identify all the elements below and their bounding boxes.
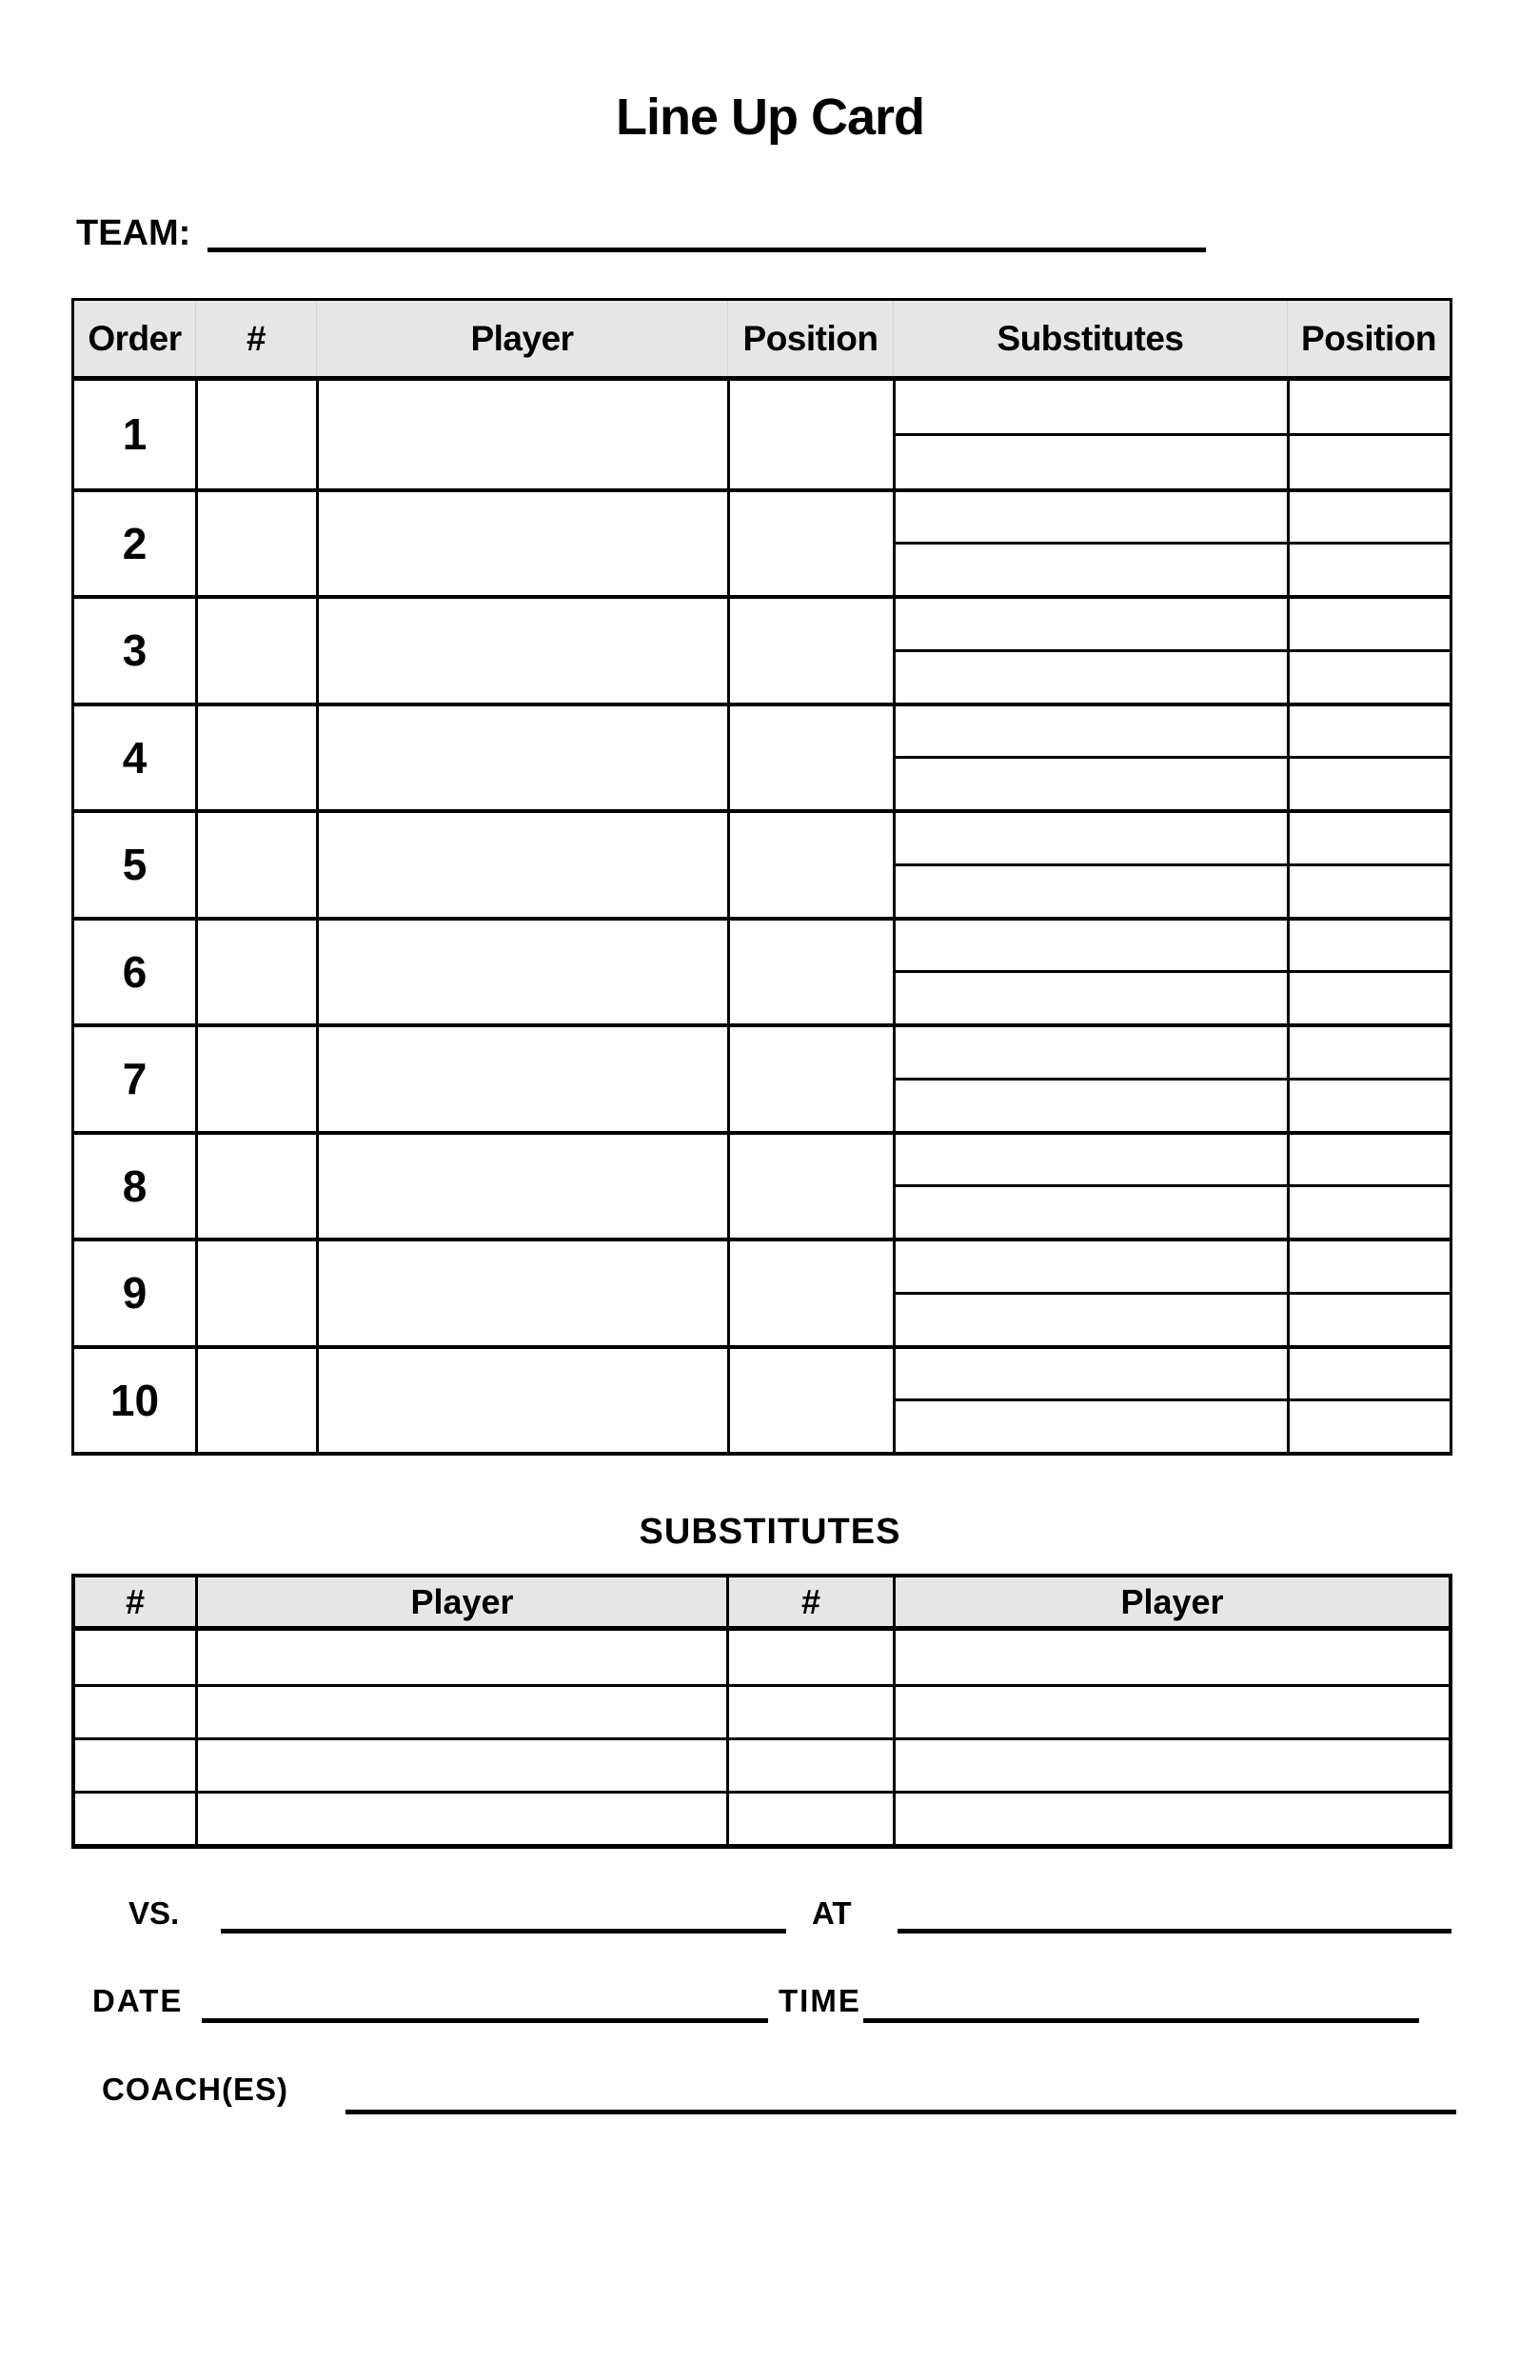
lineup-row [74, 703, 1450, 810]
substitute-position-cell [1287, 1135, 1450, 1239]
page-title: Line Up Card [615, 89, 925, 146]
substitutes-cell [893, 813, 1287, 917]
subs-header--0: # [125, 1581, 146, 1621]
substitute-slot [896, 1295, 1287, 1345]
substitutes-cell [893, 1135, 1287, 1239]
substitute-slot [896, 921, 1287, 974]
substitute-position-cell [1287, 492, 1450, 596]
sub-number-cell [726, 1631, 893, 1684]
substitute-position-cell [1287, 1027, 1450, 1131]
lineup-row [74, 1238, 1450, 1345]
substitute-position-cell [1287, 1349, 1450, 1453]
number-cell [195, 1027, 316, 1131]
lineup-row [74, 809, 1450, 917]
lineup-row [74, 1131, 1450, 1239]
substitutes-cell [893, 1349, 1287, 1453]
position-cell [727, 1135, 893, 1239]
substitute-position-slot [1290, 436, 1450, 488]
sub-number-cell [726, 1740, 893, 1791]
player-cell [316, 1027, 727, 1131]
position-cell [727, 599, 893, 703]
substitute-slot [896, 652, 1287, 703]
number-cell [195, 706, 316, 810]
position-cell [727, 381, 893, 488]
player-cell [316, 599, 727, 703]
order-number-cell: 9 [122, 1268, 148, 1319]
lineup-row [74, 1023, 1450, 1131]
substitute-slot [896, 813, 1287, 866]
substitute-position-slot [1290, 1187, 1450, 1238]
position-cell [727, 492, 893, 596]
substitutes-cell [893, 599, 1287, 703]
lineup-header-player-2: Player [316, 301, 727, 376]
substitute-position-slot [1290, 1135, 1450, 1188]
position-cell [727, 1027, 893, 1131]
substitute-slot [896, 1187, 1287, 1238]
time-blank-line [863, 2018, 1419, 2023]
substitutes-table [71, 1574, 1452, 1849]
substitute-slot [896, 599, 1287, 652]
position-cell [727, 1349, 893, 1453]
team-label: TEAM: [76, 213, 191, 253]
substitute-slot [896, 1349, 1287, 1402]
substitute-position-cell [1287, 706, 1450, 810]
substitute-slot [896, 436, 1287, 488]
lineup-header-order-0: Order [88, 318, 182, 358]
player-cell [316, 492, 727, 596]
substitute-slot [896, 759, 1287, 809]
lineup-row [74, 595, 1450, 703]
lineup-header-position-5: Position [1287, 301, 1450, 376]
substitute-position-slot [1290, 599, 1450, 652]
substitute-slot [896, 1081, 1287, 1131]
sub-player-cell [893, 1631, 1449, 1684]
sub-player-cell [195, 1794, 726, 1844]
substitute-position-slot [1290, 973, 1450, 1023]
substitute-position-cell [1287, 921, 1450, 1024]
lineup-table-body [74, 381, 1450, 1452]
order-number-cell: 7 [122, 1054, 148, 1104]
sub-player-cell [893, 1794, 1449, 1844]
substitute-position-slot [1290, 1241, 1450, 1295]
substitute-position-slot [1290, 492, 1450, 545]
at-blank-line [898, 1929, 1451, 1934]
player-cell [316, 813, 727, 917]
order-number-cell: 5 [122, 840, 148, 890]
position-cell [727, 1241, 893, 1345]
substitutes-row [75, 1631, 1449, 1684]
substitutes-row [75, 1684, 1449, 1737]
sub-number-cell [726, 1687, 893, 1737]
order-number-cell: 2 [122, 518, 148, 568]
substitutes-heading: SUBSTITUTES [639, 1512, 901, 1552]
substitutes-row [75, 1791, 1449, 1844]
coaches-blank-line [346, 2110, 1456, 2114]
lineup-header--1: # [195, 301, 316, 376]
substitutes-cell [893, 706, 1287, 810]
substitute-position-slot [1290, 706, 1450, 760]
substitute-slot [896, 1241, 1287, 1295]
substitutes-cell [893, 492, 1287, 596]
substitute-slot [896, 706, 1287, 760]
number-cell [195, 1241, 316, 1345]
date-label: DATE [92, 1983, 184, 2018]
order-number-cell: 6 [122, 946, 148, 997]
at-label: AT [812, 1895, 852, 1931]
substitute-slot [896, 545, 1287, 595]
substitutes-cell [893, 1241, 1287, 1345]
position-cell [727, 921, 893, 1024]
sub-number-cell [75, 1687, 195, 1737]
substitute-position-slot [1290, 866, 1450, 917]
substitute-position-slot [1290, 1295, 1450, 1345]
substitute-position-slot [1290, 759, 1450, 809]
lineup-header-position-3: Position [727, 301, 893, 376]
number-cell [195, 921, 316, 1024]
substitute-position-cell [1287, 599, 1450, 703]
sub-number-cell [75, 1794, 195, 1844]
sub-player-cell [893, 1687, 1449, 1737]
substitute-slot [896, 973, 1287, 1023]
substitute-position-cell [1287, 813, 1450, 917]
sub-number-cell [75, 1740, 195, 1791]
substitute-slot [896, 1027, 1287, 1081]
sub-number-cell [726, 1794, 893, 1844]
order-number-cell: 10 [109, 1375, 160, 1425]
player-cell [316, 1135, 727, 1239]
coaches-label: COACH(ES) [102, 2072, 288, 2107]
number-cell [195, 1349, 316, 1453]
substitutes-cell [893, 921, 1287, 1024]
substitute-position-cell [1287, 1241, 1450, 1345]
position-cell [727, 706, 893, 810]
substitute-position-slot [1290, 381, 1450, 436]
sub-player-cell [195, 1631, 726, 1684]
substitute-position-slot [1290, 1081, 1450, 1131]
substitute-slot [896, 381, 1287, 436]
player-cell [316, 1241, 727, 1345]
lineup-table-header [74, 301, 1450, 381]
lineup-row [74, 488, 1450, 596]
subs-header-player-3: Player [893, 1577, 1449, 1626]
substitute-position-slot [1290, 652, 1450, 703]
substitutes-row [75, 1737, 1449, 1791]
player-cell [316, 921, 727, 1024]
order-number-cell: 3 [122, 625, 148, 676]
player-cell [316, 381, 727, 488]
substitute-slot [896, 1401, 1287, 1452]
substitutes-table-header [75, 1577, 1449, 1631]
substitute-position-slot [1290, 813, 1450, 866]
order-number-cell: 8 [122, 1160, 148, 1211]
substitute-position-slot [1290, 921, 1450, 974]
lineup-row [74, 381, 1450, 488]
vs-label: VS. [128, 1895, 180, 1931]
position-cell [727, 813, 893, 917]
substitute-position-cell [1287, 381, 1450, 488]
number-cell [195, 599, 316, 703]
time-label: TIME [779, 1983, 861, 2018]
order-number-cell: 1 [122, 409, 148, 460]
date-blank-line [202, 2018, 768, 2023]
lineup-row [74, 917, 1450, 1024]
player-cell [316, 1349, 727, 1453]
substitute-position-slot [1290, 545, 1450, 595]
substitute-slot [896, 492, 1287, 545]
substitutes-table-body [75, 1631, 1449, 1844]
lineup-header-substitutes-4: Substitutes [893, 301, 1287, 376]
player-cell [316, 706, 727, 810]
number-cell [195, 492, 316, 596]
sub-player-cell [195, 1740, 726, 1791]
substitute-slot [896, 1135, 1287, 1188]
lineup-table [71, 298, 1452, 1456]
substitutes-cell [893, 381, 1287, 488]
vs-blank-line [221, 1929, 786, 1934]
subs-header--2: # [726, 1577, 893, 1626]
substitutes-cell [893, 1027, 1287, 1131]
substitute-position-slot [1290, 1027, 1450, 1081]
order-number-cell: 4 [122, 732, 148, 783]
substitute-slot [896, 866, 1287, 917]
sub-player-cell [893, 1740, 1449, 1791]
sub-number-cell [75, 1631, 195, 1684]
number-cell [195, 381, 316, 488]
substitute-position-slot [1290, 1349, 1450, 1402]
subs-header-player-1: Player [195, 1577, 726, 1626]
lineup-row [74, 1345, 1450, 1453]
number-cell [195, 1135, 316, 1239]
team-blank-line [207, 248, 1206, 252]
substitute-position-slot [1290, 1401, 1450, 1452]
number-cell [195, 813, 316, 917]
sub-player-cell [195, 1687, 726, 1737]
